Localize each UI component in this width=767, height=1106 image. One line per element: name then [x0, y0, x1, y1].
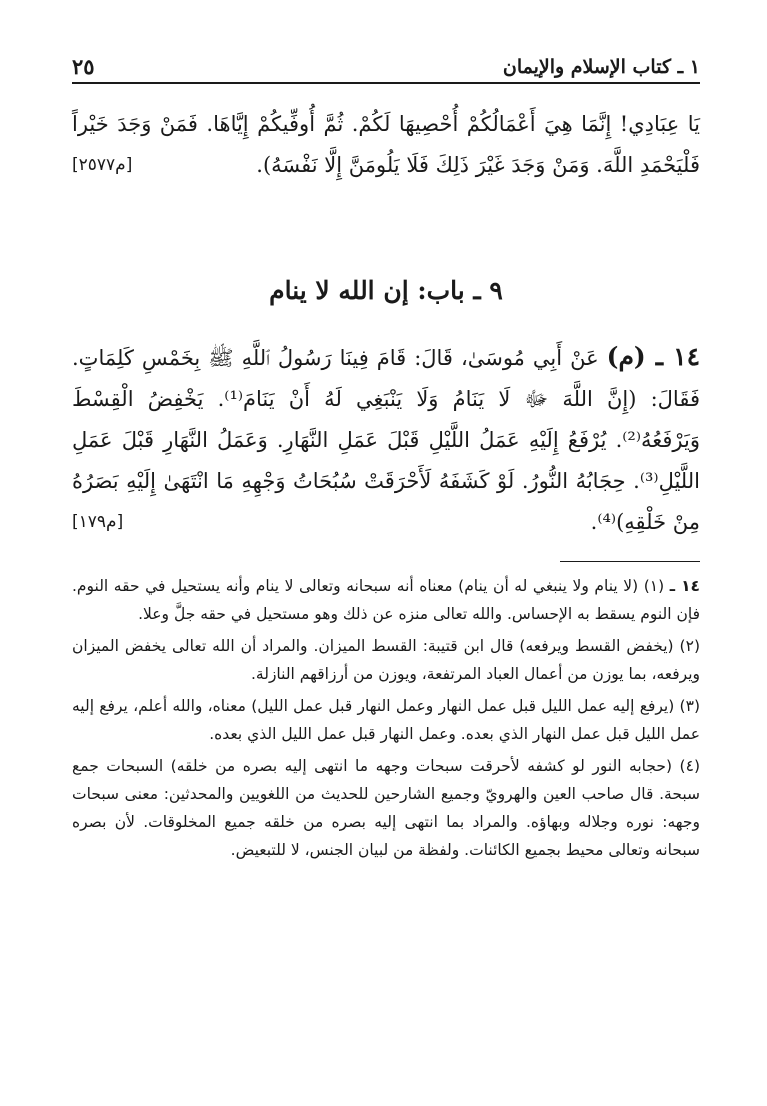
hadith-text: عَنْ أَبِي مُوسَىٰ، قَالَ: قَامَ فِينَا رَسُولُ ٱللَّهِ ﷺ بِخَمْسِ كَلِمَاتٍ. فَقَالَ: (إِنَّ اللَّهَ ﷻ لَا يَنَامُ وَلَا يَنْبَغِي لَهُ أَنْ يَنَامَ⁽¹⁾. يَخْفِضُ الْقِسْطَ وَيَرْفَعُهُ⁽²⁾. يُرْفَعُ إِلَيْهِ عَمَلُ اللَّيْلِ قَبْلَ عَمَلِ النَّهَارِ. وَعَمَلُ النَّهَارِ قَبْلَ عَمَلِ اللَّيْلِ⁽³⁾. حِجَابُهُ النُّورُ. لَوْ كَشَفَهُ لَأَحْرَقَتْ سُبُحَاتُ وَجْهِهِ مَا انْتَهَىٰ إِلَيْهِ بَصَرُهُ مِنْ خَلْقِهِ)⁽⁴⁾. [72, 346, 700, 534]
footnote-hadith-number: ١٤ ـ [669, 577, 700, 595]
footnote-4 [72, 752, 700, 864]
footnote-text: (٢) (يخفض القسط ويرفعه) قال ابن قتيبة: القسط الميزان. والمراد أن الله تعالى يخفض الميزان ويرفعه، بما يوزن من أعمال العباد المرتفعة، ويوزن من أرزاقهم النازلة. [72, 637, 700, 683]
book-section-title: ١ ـ كتاب الإسلام والإيمان [502, 56, 700, 78]
muslim-reference: [م٢٥٧٧] [72, 155, 133, 175]
muslim-reference: [م١٧٩] [72, 512, 124, 532]
header-divider [72, 82, 700, 84]
footnotes-section [72, 572, 700, 868]
hadith-continuation [72, 104, 700, 186]
footnote-2 [72, 632, 700, 688]
footnote-text: (١) (لا ينام ولا ينبغي له أن ينام) معناه أنه سبحانه وتعالى لا ينام وأنه يستحيل في حقه النوم. فإن النوم يسقط به الإحساس. والله تعالى منزه عن ذلك وهو مستحيل في حقه جلَّ وعلا. [72, 577, 700, 623]
running-header [72, 50, 700, 84]
footnote-1 [72, 572, 700, 628]
hadith-number: ١٤ ـ (م) [606, 342, 700, 371]
hadith-block [72, 336, 700, 543]
page-number: ٢٥ [72, 54, 95, 79]
chapter-heading: ٩ ـ باب: إن الله لا ينام [269, 276, 503, 305]
footnote-text: (٣) (يرفع إليه عمل الليل قبل عمل النهار وعمل النهار قبل عمل الليل) معناه، والله أعلم، يرفع إليه عمل الليل قبل عمل النهار الذي بعده. وعمل النهار قبل عمل الليل الذي بعده. [72, 697, 700, 743]
footnote-3 [72, 692, 700, 748]
footnote-text: (٤) (حجابه النور لو كشفه لأحرقت سبحات وجهه ما انتهى إليه بصره من خلقه) السبحات جمع سبحة. قال صاحب العين والهرويّ وجميع الشارحين للحديث من اللغويين والمحدثين: معنى سبحات وجهه: نوره وجلاله وبهاؤه. والمراد بما انتهى إليه بصره من خلقه جميع المخلوقات. لأن بصره سبحانه وتعالى محيط بجميع الكائنات. ولفظة من لبيان الجنس، لا للتبعيض. [72, 757, 700, 859]
book-page [72, 40, 700, 1090]
hadith-continuation-text: يَا عِبَادِي! إِنَّمَا هِيَ أَعْمَالُكُمْ أُحْصِيهَا لَكُمْ. ثُمَّ أُوفِّيكُمْ إِيَّاهَا. فَمَنْ وَجَدَ خَيْراً فَلْيَحْمَدِ اللَّهَ. وَمَنْ وَجَدَ غَيْرَ ذَلِكَ فَلَا يَلُومَنَّ إِلَّا نَفْسَهُ). [72, 112, 700, 177]
footnote-divider [560, 561, 700, 562]
